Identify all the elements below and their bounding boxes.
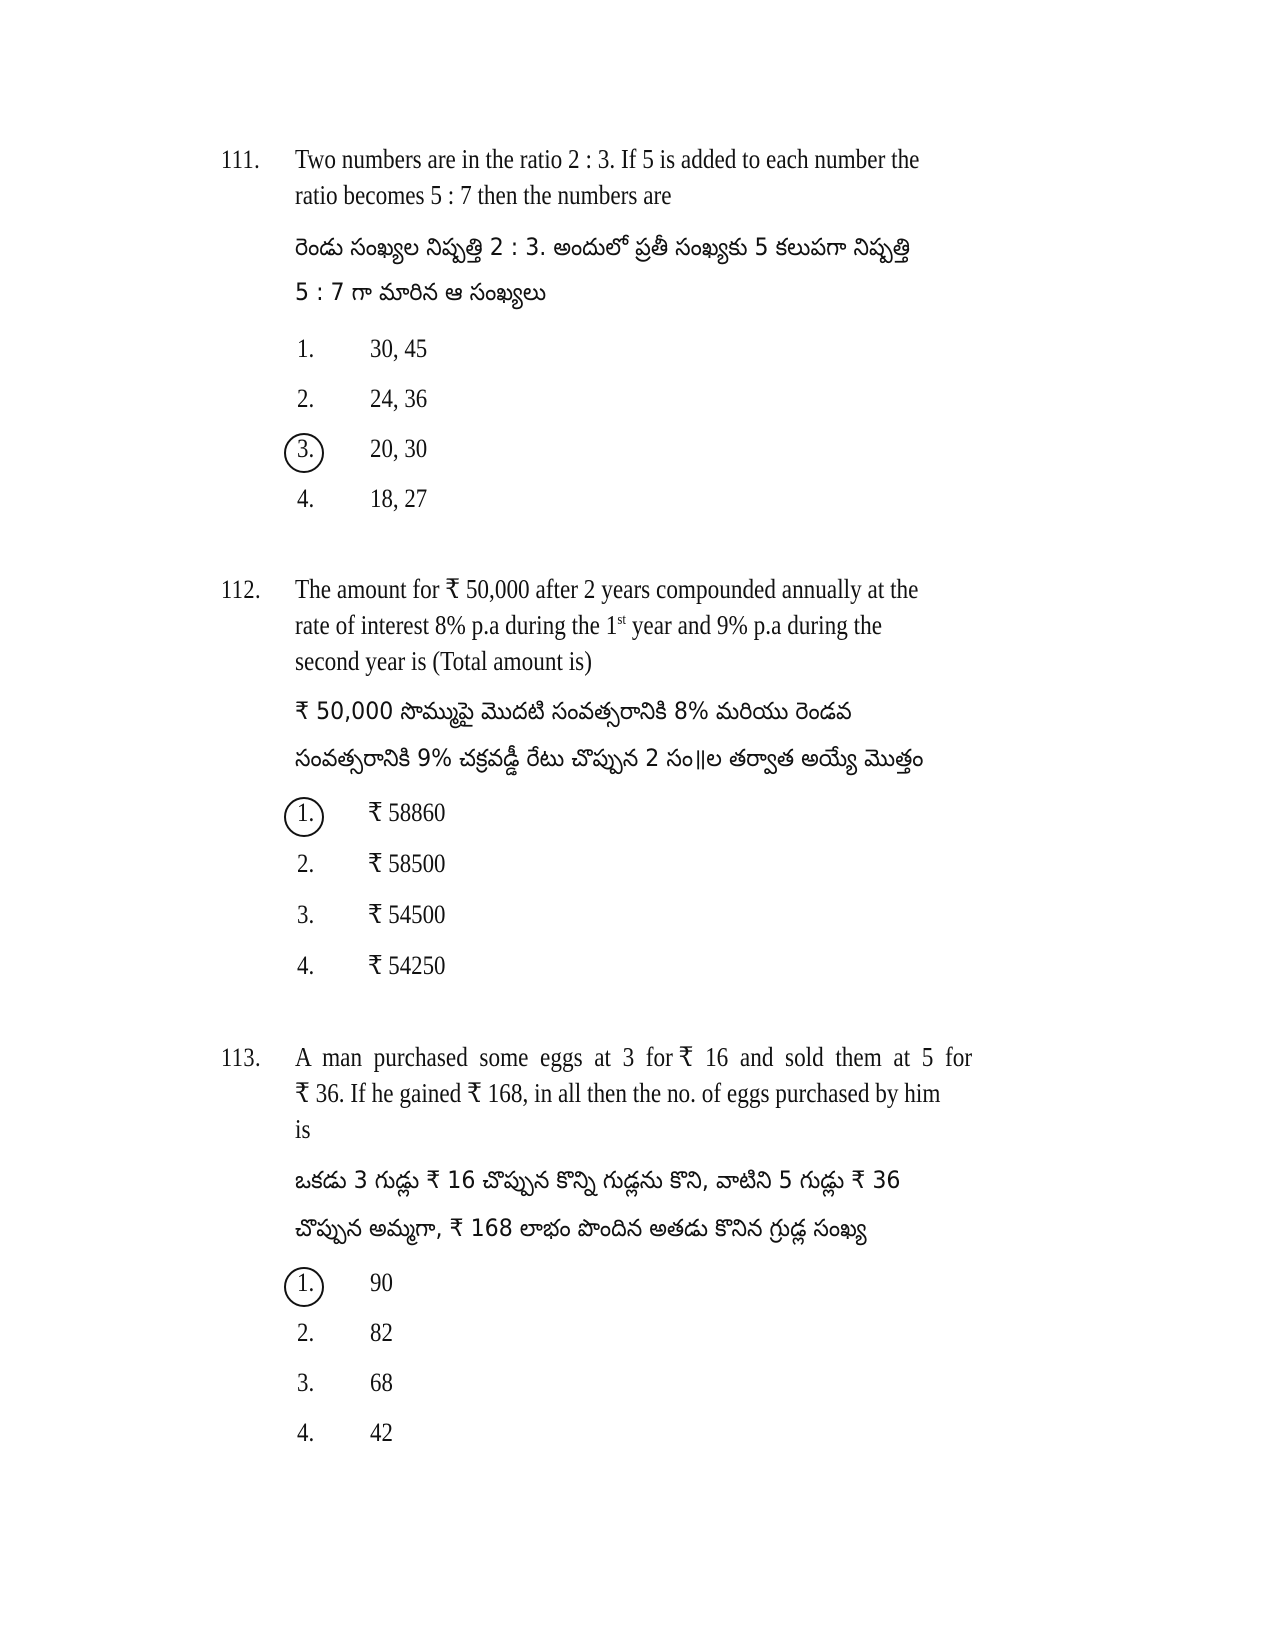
option-value: ₹ 58860 (368, 798, 446, 827)
option-number: 3. (297, 900, 315, 929)
question-text-line: is (295, 1114, 311, 1144)
option-number: 2. (297, 849, 315, 878)
option-value: 20, 30 (370, 434, 428, 463)
option-value: ₹ 54500 (368, 900, 446, 929)
question-number: 113. (221, 1043, 262, 1072)
question-text-line: rate of interest 8% p.a during the 1st year and 9% p.a during the (295, 610, 883, 640)
superscript: st (617, 612, 627, 628)
option-value: 68 (370, 1368, 393, 1397)
option-number: 3. (297, 1368, 315, 1397)
option-number: 1. (297, 334, 315, 363)
option-number: 2. (297, 1318, 315, 1347)
option-value: 90 (370, 1268, 393, 1297)
option-value: ₹ 58500 (368, 849, 446, 878)
question-text-line: A man purchased some eggs at 3 for ₹ 16 and sold them at 5 for (295, 1042, 973, 1072)
option-number: 2. (297, 384, 315, 413)
option-number: 3. (297, 434, 315, 463)
question-text-line: ratio becomes 5 : 7 then the numbers are (295, 180, 672, 210)
telugu-text-line: 5 : 7 గా మారిన ఆ సంఖ్యలు (295, 278, 547, 306)
question-text-line: Two numbers are in the ratio 2 : 3. If 5 is added to each number the (295, 144, 920, 174)
option-value: ₹ 54250 (368, 951, 446, 980)
telugu-text-line: సంవత్సరానికి 9% చక్రవడ్డీ రేటు చొప్పున 2 సం॥ల తర్వాత అయ్యే మొత్తం (295, 744, 924, 772)
question-text-line: ₹ 36. If he gained ₹ 168, in all then the no. of eggs purchased by him (295, 1078, 941, 1108)
option-value: 24, 36 (370, 384, 428, 413)
option-number: 4. (297, 1418, 315, 1447)
option-number: 4. (297, 951, 315, 980)
question-number: 112. (221, 575, 262, 604)
option-value: 42 (370, 1418, 393, 1447)
question-number: 111. (221, 145, 261, 174)
option-number: 4. (297, 484, 315, 513)
telugu-text-line: రెండు సంఖ్యల నిష్పత్తి 2 : 3. అందులో ప్రతీ సంఖ్యకు 5 కలుపగా నిష్పత్తి (295, 233, 911, 261)
option-number: 1. (297, 1268, 315, 1297)
telugu-text-line: చొప్పున అమ్మగా, ₹ 168 లాభం పొందిన అతడు కొనిన గ్రుడ్ల సంఖ్య (295, 1214, 867, 1242)
question-text-line: The amount for ₹ 50,000 after 2 years compounded annually at the (295, 574, 919, 604)
option-number: 1. (297, 798, 315, 827)
option-value: 30, 45 (370, 334, 428, 363)
telugu-text-line: ఒకడు 3 గుడ్లు ₹ 16 చొప్పున కొన్ని గుడ్లను కొని, వాటిని 5 గుడ్లు ₹ 36 (295, 1166, 901, 1194)
option-value: 82 (370, 1318, 393, 1347)
option-value: 18, 27 (370, 484, 428, 513)
question-text-line: second year is (Total amount is) (295, 646, 592, 676)
telugu-text-line: ₹ 50,000 సొమ్ముపై మొదటి సంవత్సరానికి 8% మరియు రెండవ (295, 697, 852, 725)
